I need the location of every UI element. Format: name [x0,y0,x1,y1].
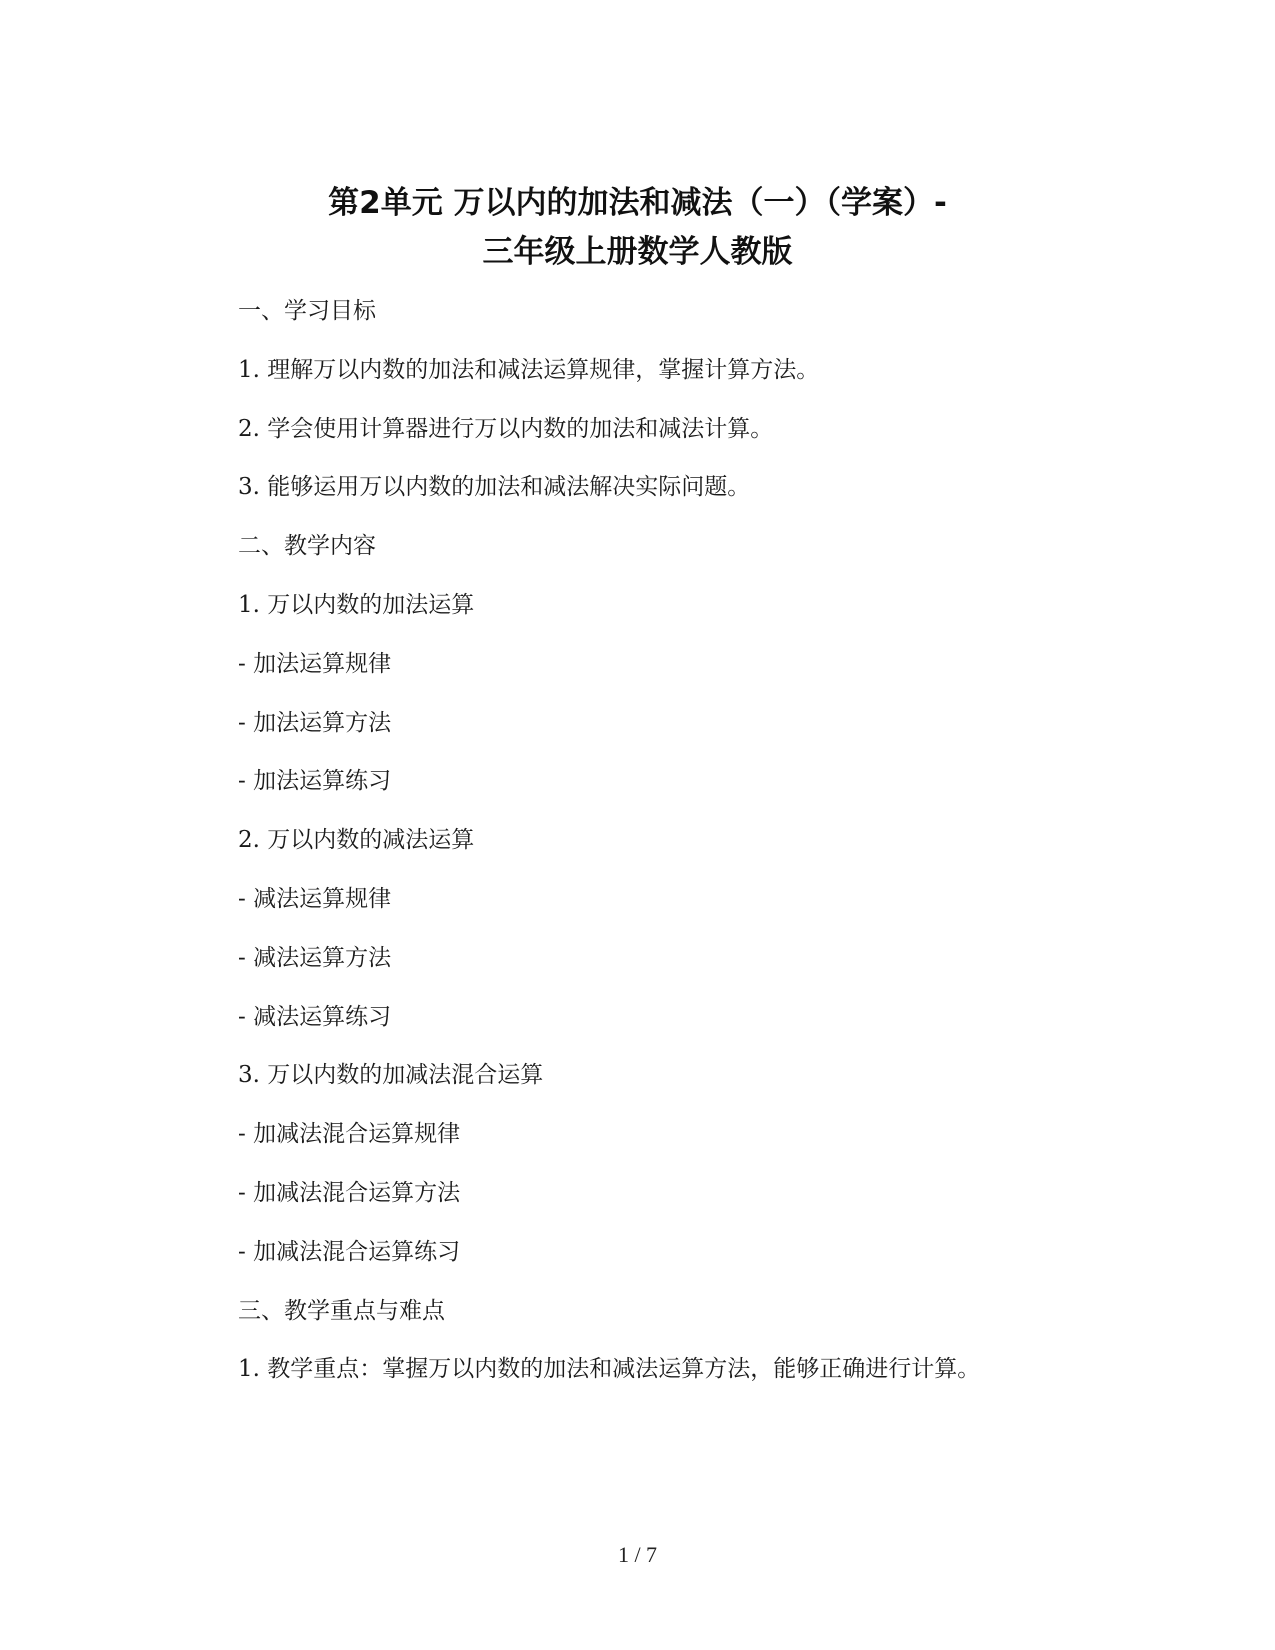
content-item: 3. 万以内数的加减法混合运算 [238,1062,544,1089]
content-subitem: - 减法运算练习 [238,1003,392,1030]
objective-item: 1. 理解万以内数的加法和减法运算规律，掌握计算方法。 [238,356,820,383]
content-subitem: - 减法运算规律 [238,885,392,912]
section-heading-content: 二、教学内容 [238,533,376,560]
content-item: 2. 万以内数的减法运算 [238,827,475,854]
page-number: 1 / 7 [617,1542,658,1567]
content-subitem: - 加法运算练习 [238,768,392,795]
objective-item: 3. 能够运用万以内数的加法和减法解决实际问题。 [238,474,751,501]
content-subitem: - 加减法混合运算方法 [238,1179,461,1206]
content-subitem: - 减法运算方法 [238,944,392,971]
key-point-item: 1. 教学重点：掌握万以内数的加法和减法运算方法，能够正确进行计算。 [238,1356,981,1383]
content-subitem: - 加减法混合运算规律 [238,1121,461,1148]
section-heading-objectives: 一、学习目标 [238,298,376,324]
content-subitem: - 加减法混合运算练习 [238,1238,461,1265]
document-body [238,296,1138,1413]
content-item: 1. 万以内数的加法运算 [238,591,475,618]
objective-item: 2. 学会使用计算器进行万以内数的加法和减法计算。 [238,415,774,442]
document-title-line-1: 第2单元 万以内的加法和减法（一）（学案）- [328,185,947,221]
content-subitem: - 加法运算方法 [238,709,392,736]
content-subitem: - 加法运算规律 [238,650,392,677]
document-title-line-2: 三年级上册数学人教版 [482,234,793,270]
section-heading-key-points: 三、教学重点与难点 [238,1297,445,1324]
